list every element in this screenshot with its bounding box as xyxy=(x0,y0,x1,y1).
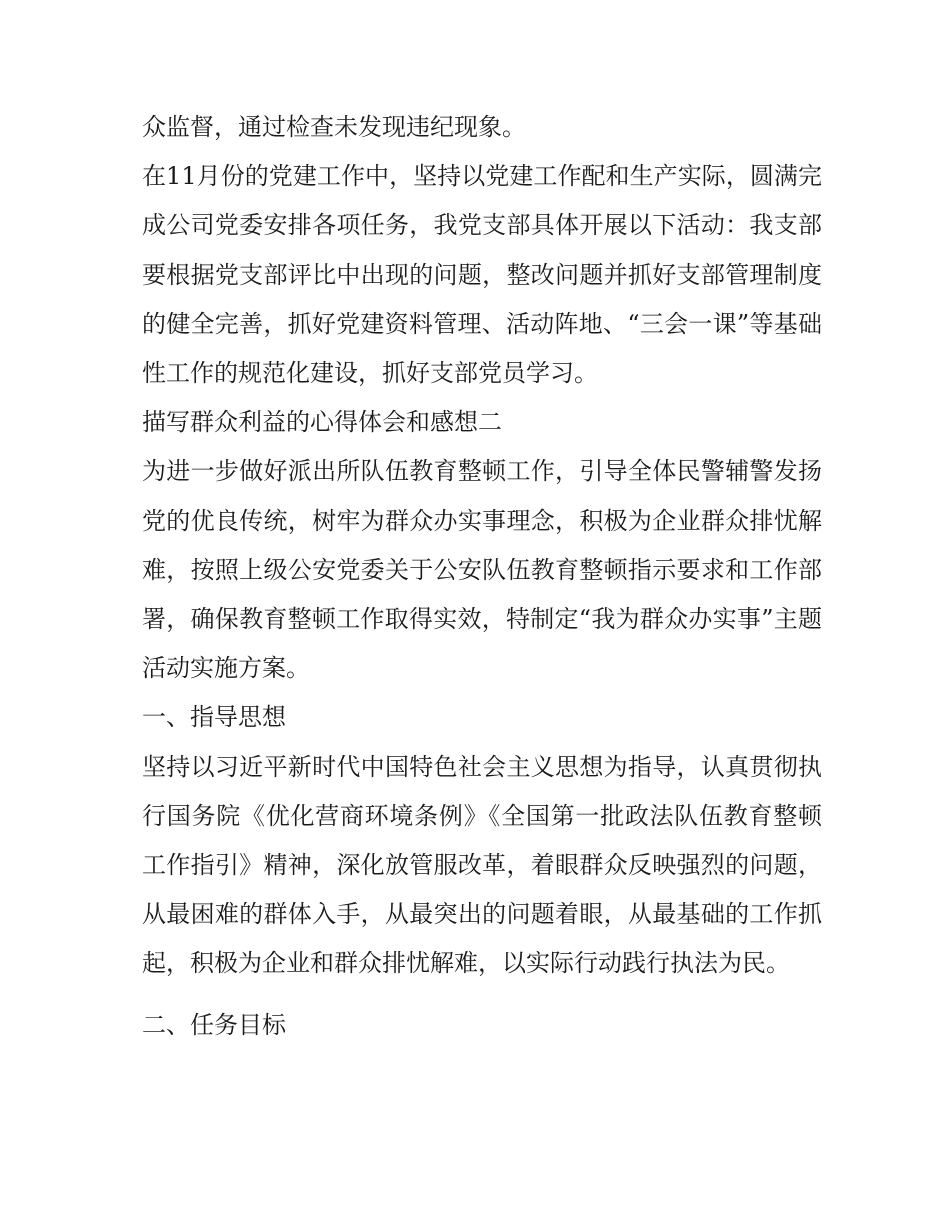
section-title-experience: 描写群众利益的心得体会和感想二 xyxy=(142,408,502,437)
paragraph-guiding-ideology: 坚持以习近平新时代中国特色社会主义思想为指导，认真贯彻执行国务院《优化营商环境条例》《全国第一批政法队伍教育整顿工作指引》精神，深化放管服改革，着眼群众反映强烈的问题，从最困难的群体入手，从最突出的问题着眼，从最基础的工作抓起，积极为企业和群众排忧解难，以实际行动践行执法为民。 xyxy=(142,752,822,978)
heading-guiding-ideology: 一、指导思想 xyxy=(142,703,286,732)
heading-task-goals: 二、任务目标 xyxy=(142,1010,286,1039)
paragraph-continuation: 众监督，通过检查未发现违纪现象。 xyxy=(142,113,526,141)
document-body xyxy=(142,103,822,1050)
paragraph-party-building: 在11月份的党建工作中，坚持以党建工作配和生产实际，圆满完成公司党委安排各项任务，我党支部具体开展以下活动：我支部要根据党支部评比中出现的问题，整改问题并抓好支部管理制度的健全完善，抓好党建资料管理、活动阵地、“三会一课”等基础性工作的规范化建设，抓好支部党员学习。 xyxy=(142,162,822,388)
paragraph-introduction: 为进一步做好派出所队伍教育整顿工作，引导全体民警辅警发扬党的优良传统，树牢为群众办实事理念，积极为企业群众排忧解难，按照上级公安党委关于公安队伍教育整顿指示要求和工作部署，确保教育整顿工作取得实效，特制定“我为群众办实事”主题活动实施方案。 xyxy=(142,457,822,683)
